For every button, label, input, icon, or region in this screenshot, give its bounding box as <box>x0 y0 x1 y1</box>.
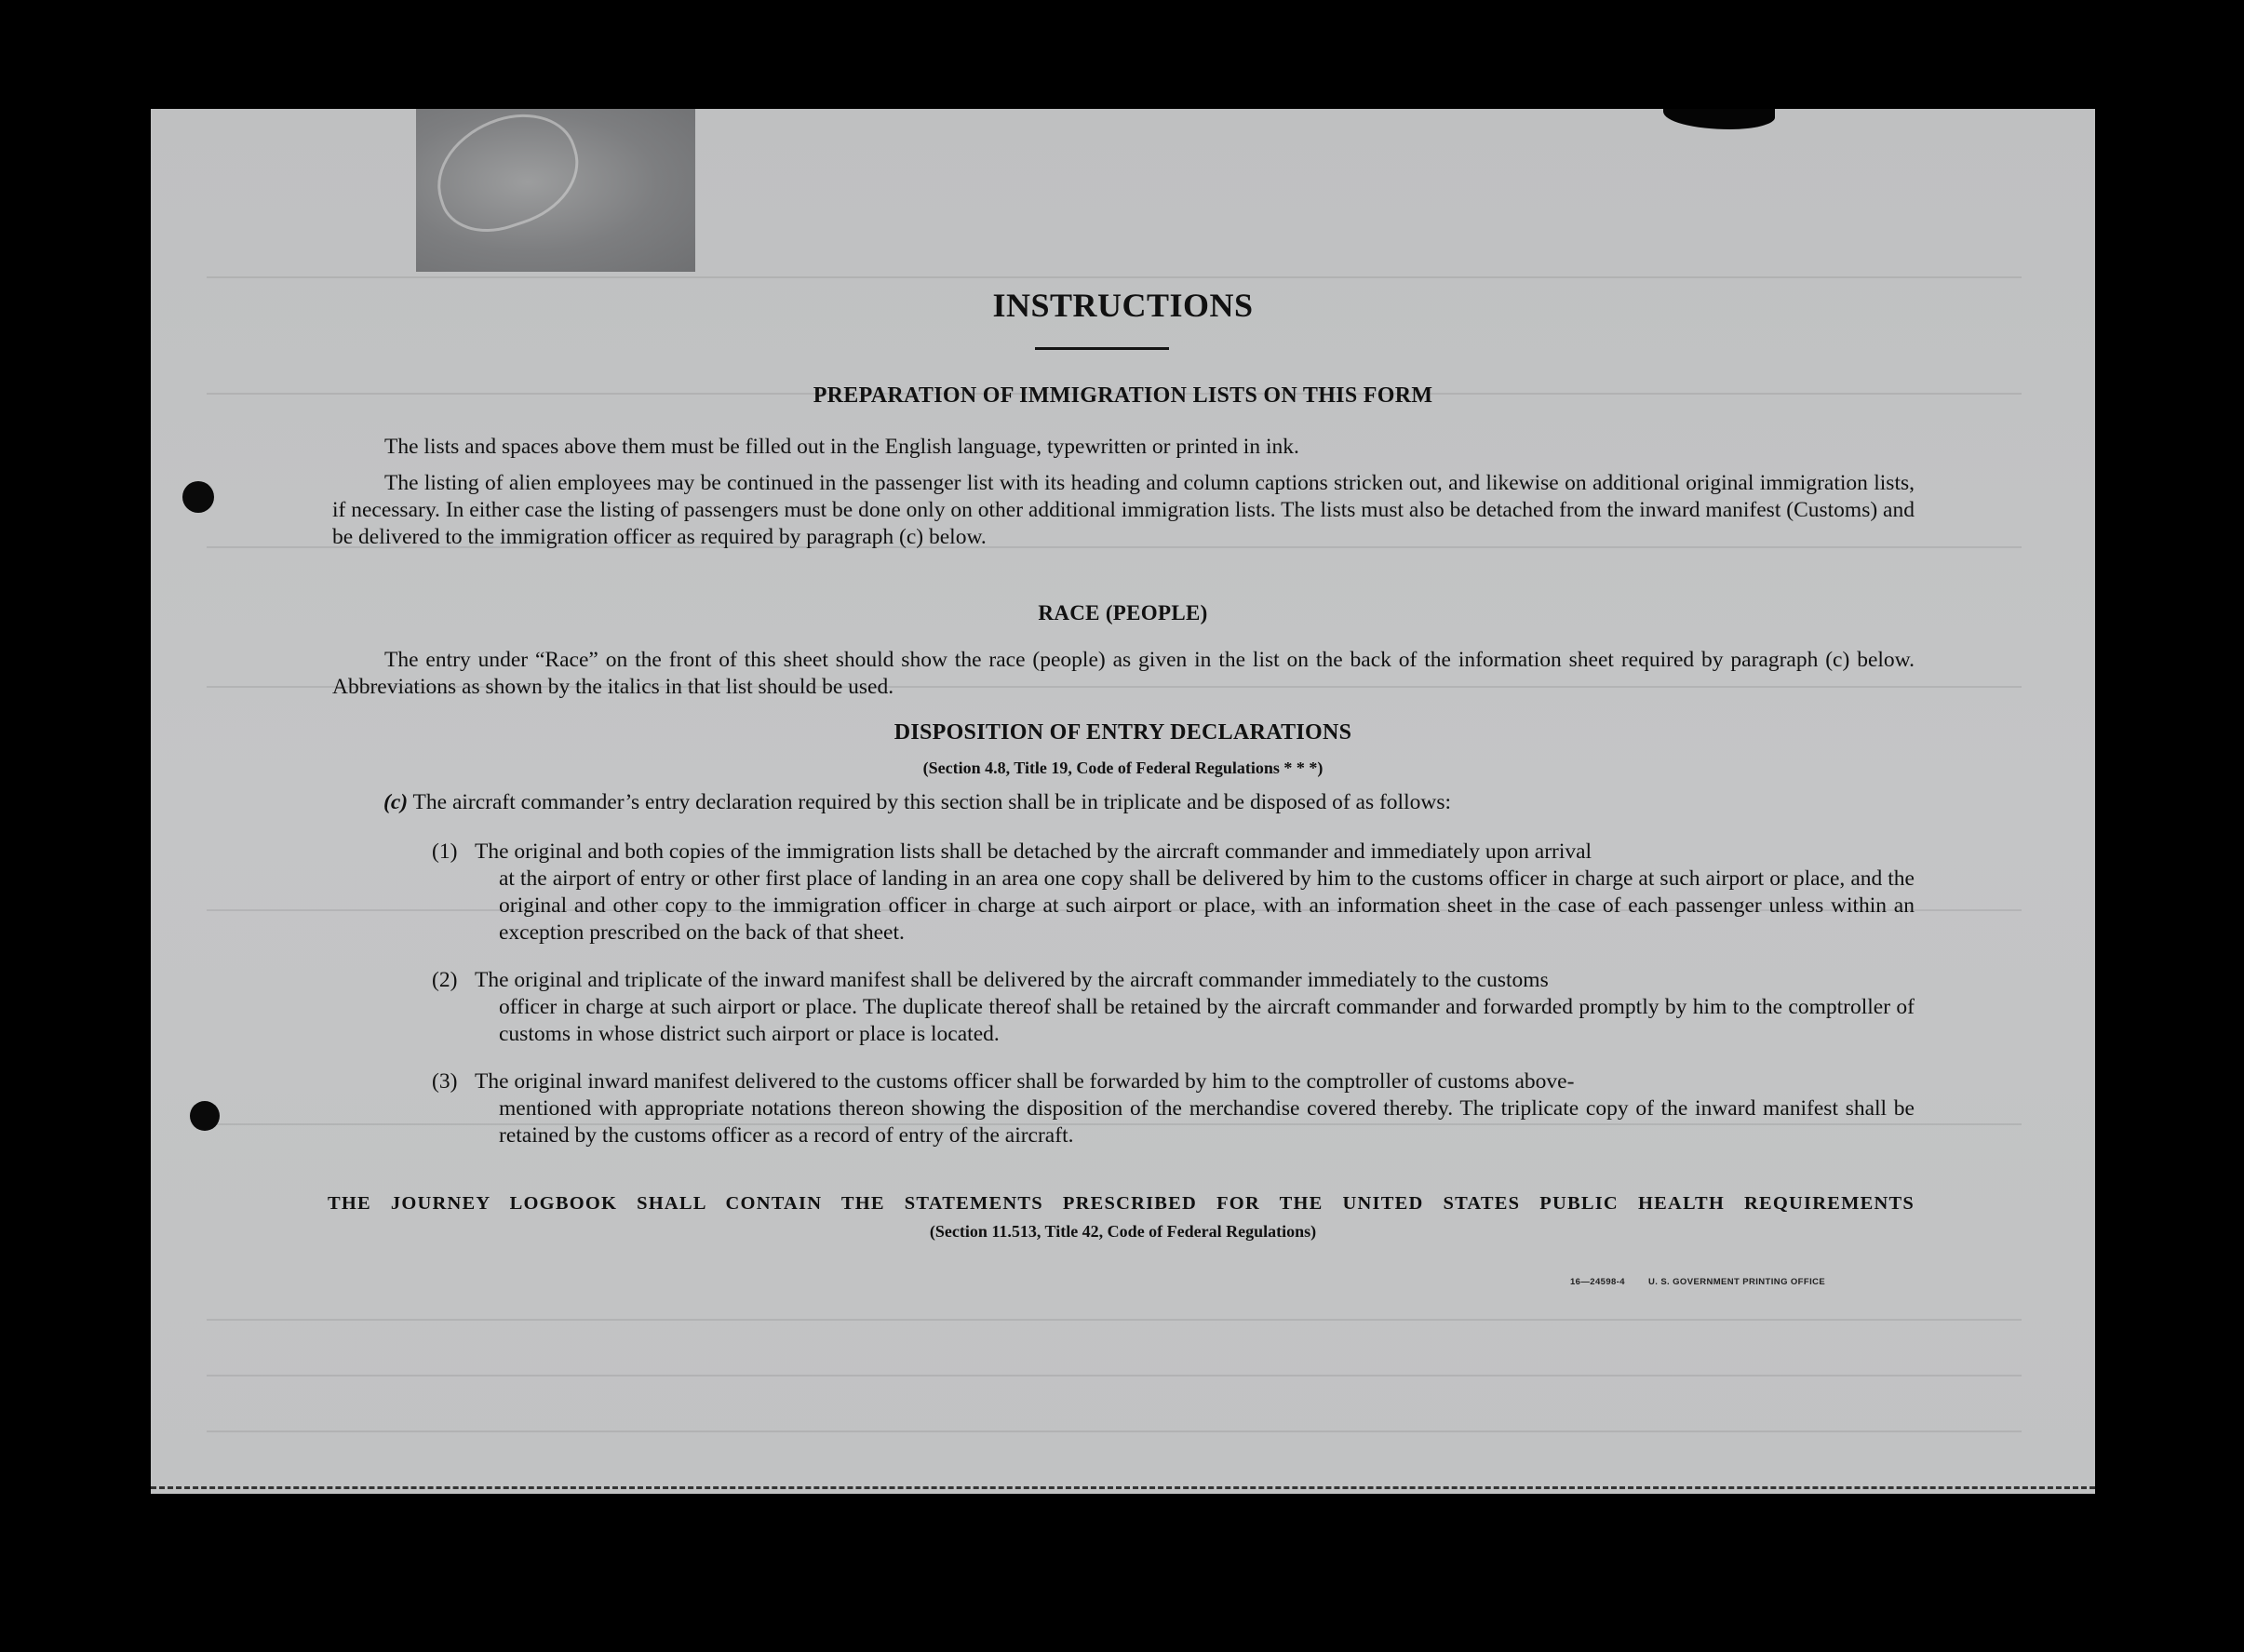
item-number: (3) <box>432 1069 458 1094</box>
item-first-line: The original inward manifest delivered to the customs officer shall be forwarded by him to the comptroller of customs above- <box>475 1069 1575 1094</box>
race-paragraph: The entry under “Race” on the front of this sheet should show the race (people) as given in the list on the back of the information sheet required by paragraph (c) below. Abbreviations as shown by the italics in that list should be used. <box>332 648 1915 699</box>
clause-text: The aircraft commander’s entry declaration required by this section shall be in triplicate and be disposed of as follows: <box>412 790 1452 814</box>
printer-imprint <box>1570 1277 1846 1287</box>
disposition-heading: DISPOSITION OF ENTRY DECLARATIONS <box>894 720 1352 745</box>
instructions-content <box>151 109 2095 1494</box>
disposition-item-1 <box>432 839 1915 947</box>
page-title: INSTRUCTIONS <box>992 287 1254 324</box>
disposition-citation: (Section 4.8, Title 19, Code of Federal Regulations * * *) <box>922 759 1324 777</box>
item-first-line: The original and both copies of the immigration lists shall be detached by the aircraft commander and immediately upon arrival <box>475 839 1592 864</box>
disposition-item-3 <box>432 1068 1915 1149</box>
item-number: (2) <box>432 968 458 992</box>
printer-name: U. S. GOVERNMENT PRINTING OFFICE <box>1647 1277 1826 1287</box>
item-first-line: The original and triplicate of the inward manifest shall be delivered by the aircraft commander immediately to the customs <box>475 968 1549 992</box>
title-underline <box>1035 347 1169 350</box>
race-heading: RACE (PEOPLE) <box>1038 601 1208 625</box>
clause-marker: (c) <box>383 790 409 814</box>
perforation-line <box>151 1486 2095 1489</box>
item-rest: officer in charge at such airport or place. The duplicate thereof shall be retained by the aircraft commander and forwarded promptly by him to the comptroller of customs in whose district such airport or place is located. <box>499 995 1915 1046</box>
public-health-citation: (Section 11.513, Title 42, Code of Federal Regulations) <box>929 1222 1317 1241</box>
item-rest: at the airport of entry or other first place of landing in an area one copy shall be delivered by him to the customs officer in charge at such airport or place, and the original and other copy to the immigration officer in charge at such airport or place, with an information sheet in the case of each passenger unless within an exception prescribed on the back of that sheet. <box>499 866 1915 945</box>
preparation-paragraph-2: The listing of alien employees may be continued in the passenger list with its heading and column captions stricken out, and likewise on additional original immigration lists, if necessary. In either case the listing of passengers must be done only on other additional immigration lists. The lists must also be detached from the inward manifest (Customs) and be delivered to the immigration officer as required by paragraph (c) below. <box>332 471 1915 549</box>
clause-c <box>383 789 1915 816</box>
preparation-paragraph-1: The lists and spaces above them must be filled out in the English language, typewritten or printed in ink. <box>384 435 1299 459</box>
form-number: 16—24598-4 <box>1570 1277 1625 1287</box>
preparation-heading: PREPARATION OF IMMIGRATION LISTS ON THIS FORM <box>813 383 1433 408</box>
item-number: (1) <box>432 839 458 864</box>
document-page <box>151 109 2095 1494</box>
public-health-heading: THE JOURNEY LOGBOOK SHALL CONTAIN THE STATEMENTS PRESCRIBED FOR THE UNITED STATES PUBLIC HEALTH REQUIREMENTS <box>328 1193 1915 1214</box>
disposition-item-2 <box>432 967 1915 1048</box>
item-rest: mentioned with appropriate notations thereon showing the disposition of the merchandise covered thereby. The triplicate copy of the inward manifest shall be retained by the customs officer as a record of entry of the aircraft. <box>499 1096 1915 1148</box>
